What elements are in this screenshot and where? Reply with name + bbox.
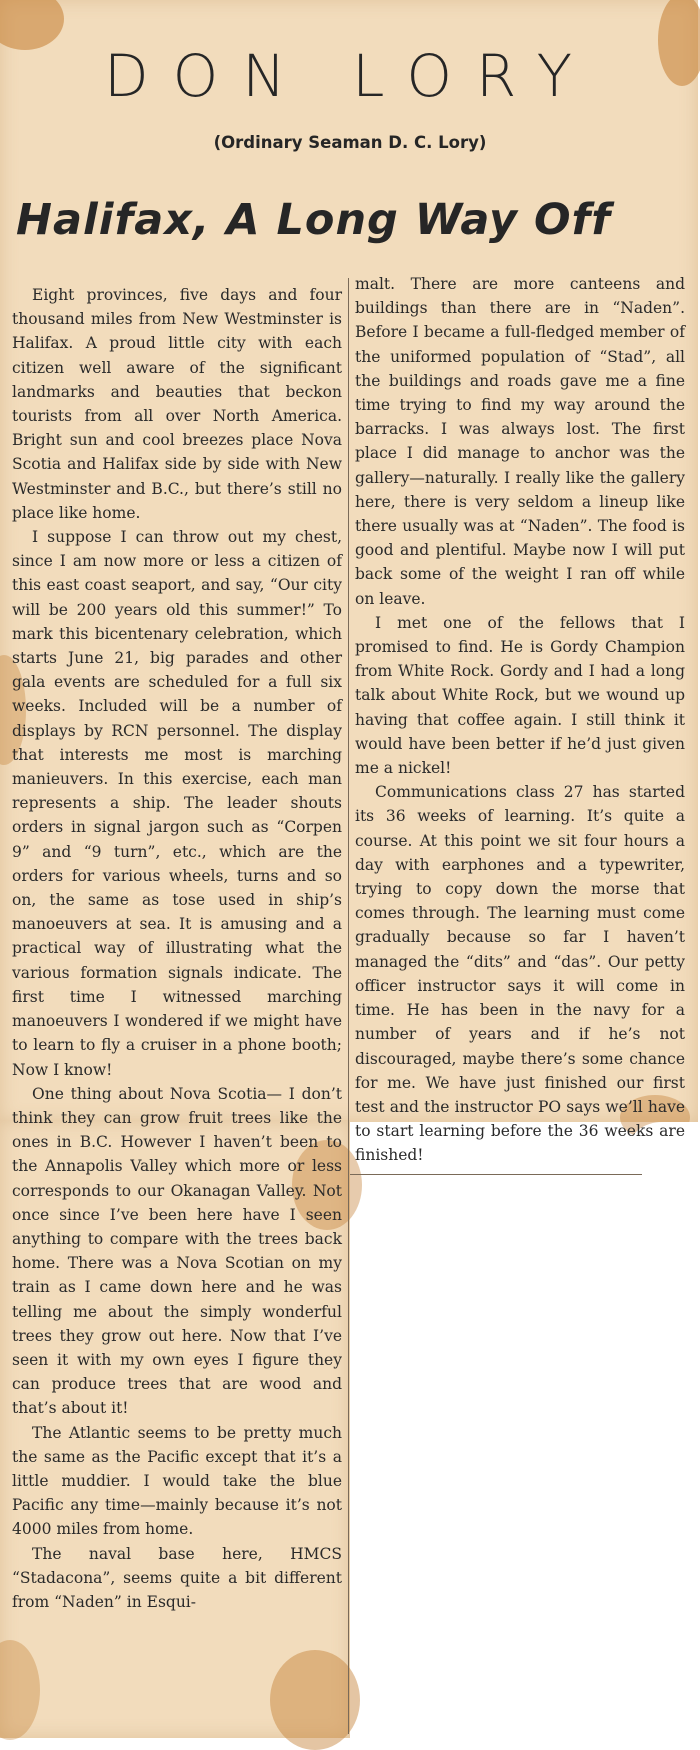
stain-bottom-right bbox=[270, 1650, 360, 1750]
column-end-rule bbox=[350, 1174, 642, 1175]
article-left-column bbox=[12, 283, 342, 1614]
article-paragraph: The Atlantic seems to be pretty much the same as the Pacific except that it’s a little muddier. I would take the blue Pacific any time—mainly because it’s not 4000 miles from home. bbox=[12, 1423, 342, 1539]
author-name: DON LORY bbox=[103, 42, 597, 110]
article-right-column bbox=[355, 272, 685, 1168]
article-paragraph: One thing about Nova Scotia— I don’t think they can grow fruit trees like the ones in B.C. However I haven’t been to the Annapolis Valley which more or less corresponds to our Okanagan Valley. Not once since I’ve been here have I seen anything to compare with the trees back home. There was a Nova Scotian on my train as I came down here and he was telling me about the simply wonderful trees they grow out here. Now that I’ve seen it with my own eyes I figure they can produce trees that are wood and that’s about it! bbox=[12, 1084, 342, 1418]
article-paragraph: I suppose I can throw out my chest, since I am now more or less a citizen of this east coast seaport, and say, “Our city will be 200 years old this summer!” To mark this bicentenary celebration, which starts June 21, big parades and other gala events are scheduled for a full six weeks. Included will be a number of displays by RCN personnel. The display that interests me most is marching manieuvers. In this exercise, each man represents a ship. The leader shouts orders in signal jargon such as “Corpen 9” and “9 turn”, etc., which are the orders for various wheels, turns and so on, the same as tose used in ship’s manoeuvers at sea. It is amusing and a practical way of illustrating what the various formation signals indicate. The first time I witnessed marching manoeuvers I wondered if we might have to learn to fly a cruiser in a phone booth; Now I know! bbox=[12, 528, 342, 1079]
article-paragraph: The naval base here, HMCS “Stadacona”, seems quite a bit different from “Naden” in Esqui- bbox=[12, 1544, 342, 1611]
column-divider bbox=[348, 278, 349, 1734]
article-paragraph: malt. There are more canteens and buildings than there are in “Naden”. Before I became a full-fledged member of the uniformed population of “Stad”, all the buildings and roads gave me a fine time trying to find my way around the barracks. I was always lost. The first place I did manage to anchor was the gallery—naturally. I really like the gallery here, there is very seldom a lineup like there usually was at “Naden”. The food is good and plentiful. Maybe now I will put back some of the weight I ran off while on leave. bbox=[355, 275, 685, 608]
article-headline: Halifax, A Long Way Off bbox=[16, 195, 611, 245]
article-paragraph: Communications class 27 has started its 36 weeks of learning. It’s quite a course. At this point we sit four hours a day with earphones and a typewriter, trying to copy down the morse that comes through. The learning must come gradually because so far I haven’t managed the “dits” and “das”. Our petty officer instructor says it will come in time. He has been in the navy for a number of years and if he’s not discouraged, maybe there’s some chance for me. We have just finished our first test and the instructor PO says we’ll have to start learning before the 36 weeks are finished! bbox=[355, 783, 685, 1165]
article-paragraph: I met one of the fellows that I promised to find. He is Gordy Champion from White Rock. Gordy and I had a long talk about White Rock, but we wound up having that coffee again. I still think it would have been better if he’d just given me a nickel! bbox=[355, 613, 685, 778]
article-paragraph: Eight provinces, five days and four thousand miles from New Westminster is Halifax. A proud little city with each citizen well aware of the significant landmarks and beauties that beckon tourists from all over North America. Bright sun and cool breezes place Nova Scotia and Halifax side by side with New Westminster and B.C., but there’s still no place like home. bbox=[12, 286, 342, 522]
author-byline: (Ordinary Seaman D. C. Lory) bbox=[213, 133, 487, 152]
